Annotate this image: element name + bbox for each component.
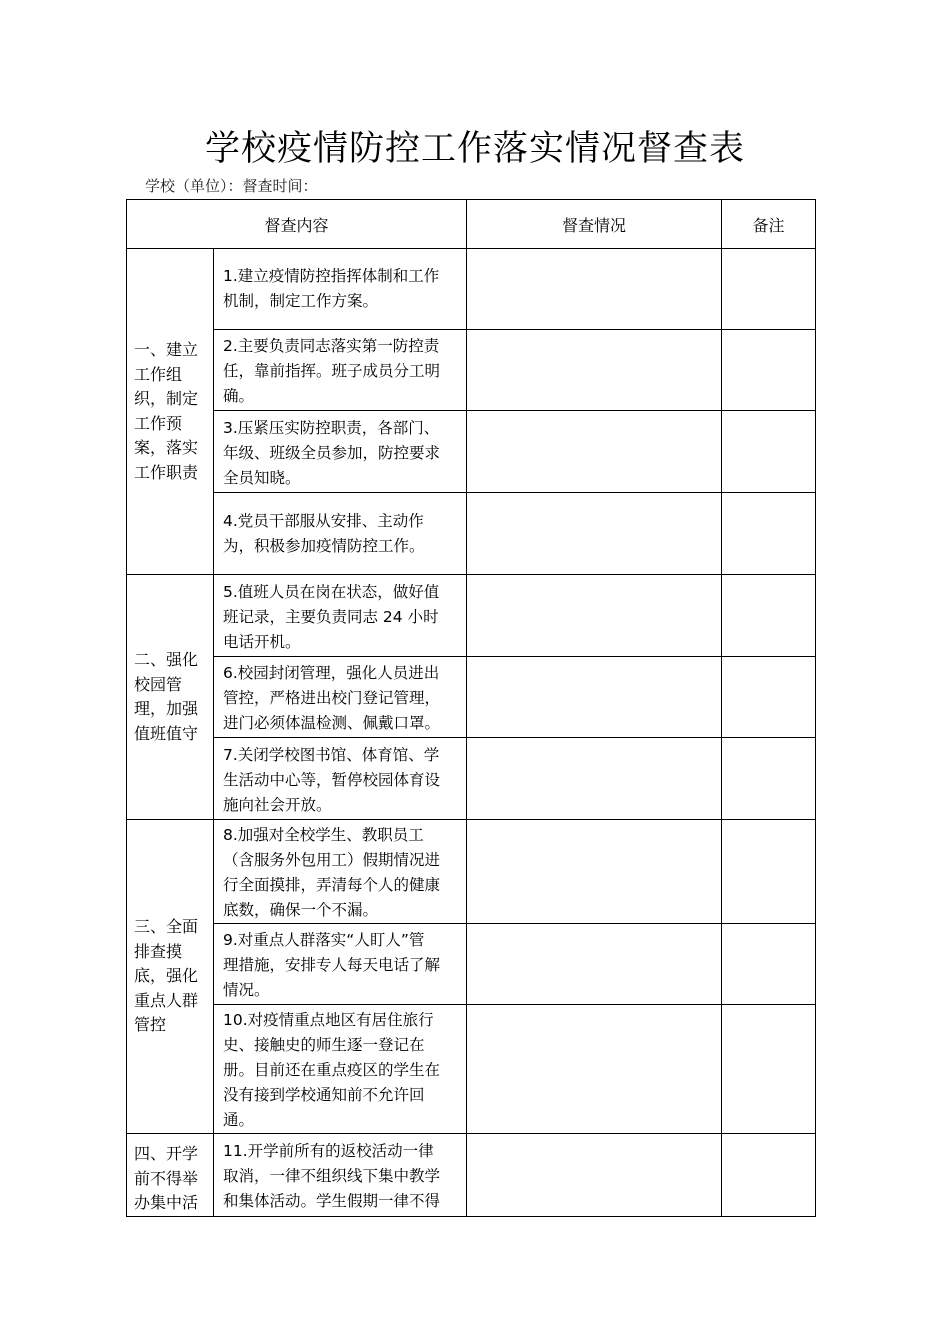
situation-cell[interactable] <box>467 924 722 1005</box>
remarks-cell[interactable] <box>722 738 816 820</box>
item-line: 和集体活动。学生假期一律不得 <box>223 1191 441 1210</box>
table-row <box>127 1134 816 1217</box>
situation-cell[interactable] <box>467 249 722 330</box>
item-line: 进门必须体温检测、佩戴口罩。 <box>223 714 441 732</box>
category-cell <box>127 575 214 820</box>
item-line: 为，积极参加疫情防控工作。 <box>223 536 425 555</box>
inspection-table <box>126 199 816 1217</box>
item-line: 电话开机。 <box>223 632 301 651</box>
category-line: 值班值守 <box>134 723 199 743</box>
item-line: 理措施，安排专人每天电话了解 <box>223 956 441 974</box>
item-line: 没有接到学校通知前不允许回 <box>223 1086 425 1104</box>
category-line: 办集中活 <box>134 1193 199 1212</box>
remarks-cell[interactable] <box>722 924 816 1005</box>
category-line: 重点人群 <box>134 990 199 1010</box>
item-line: 10.对疫情重点地区有居住旅行 <box>223 1011 434 1029</box>
category-cell <box>127 1134 214 1217</box>
remarks-cell[interactable] <box>722 493 816 575</box>
remarks-cell[interactable] <box>722 411 816 493</box>
remarks-cell[interactable] <box>722 575 816 657</box>
category-line: 底，强化 <box>134 966 199 986</box>
remarks-cell[interactable] <box>722 249 816 330</box>
category-line: 二、强化 <box>134 650 199 669</box>
item-line: 年级、班级全员参加，防控要求 <box>223 443 441 462</box>
table-row <box>127 924 816 1005</box>
category-line: 排查摸 <box>134 941 183 961</box>
item-line: 8.加强对全校学生、教职员工 <box>223 826 424 844</box>
remarks-cell[interactable] <box>722 1134 816 1217</box>
category-line: 织，制定 <box>134 389 199 408</box>
item-cell <box>214 1005 467 1134</box>
item-line: 9.对重点人群落实“人盯人”管 <box>223 931 425 949</box>
item-cell <box>214 411 467 493</box>
item-cell <box>214 249 467 330</box>
item-line: 管控，严格进出校门登记管理， <box>223 689 441 707</box>
item-line: 底数，确保一个不漏。 <box>223 901 379 919</box>
table-row <box>127 575 816 657</box>
table-row <box>127 738 816 820</box>
situation-cell[interactable] <box>467 330 722 411</box>
item-line: 11.开学前所有的返校活动一律 <box>223 1141 434 1160</box>
remarks-cell[interactable] <box>722 1005 816 1134</box>
situation-cell[interactable] <box>467 493 722 575</box>
category-line: 工作组 <box>134 364 183 384</box>
item-cell <box>214 493 467 575</box>
table-row <box>127 249 816 330</box>
category-line: 校园管 <box>134 674 183 694</box>
item-line: 行全面摸排，弄清每个人的健康 <box>223 876 441 894</box>
item-cell <box>214 657 467 738</box>
category-line: 四、开学 <box>134 1144 199 1163</box>
item-line: 册。目前还在重点疫区的学生在 <box>223 1061 441 1079</box>
table-row <box>127 1005 816 1134</box>
table-row <box>127 411 816 493</box>
category-line: 前不得举 <box>134 1168 199 1188</box>
item-line: 2.主要负责同志落实第一防控责 <box>223 337 440 355</box>
document-subtitle: 学校（单位）：督查时间： <box>145 177 318 195</box>
item-line: 4.党员干部服从安排、主动作 <box>223 511 424 530</box>
item-cell <box>214 330 467 411</box>
item-line: 确。 <box>223 387 255 405</box>
item-line: 1.建立疫情防控指挥体制和工作 <box>223 267 440 285</box>
header-remarks: 备注 <box>722 200 816 249</box>
situation-cell[interactable] <box>467 575 722 657</box>
situation-cell[interactable] <box>467 1134 722 1217</box>
header-situation: 督查情况 <box>467 200 722 249</box>
remarks-cell[interactable] <box>722 330 816 411</box>
item-line: 取消，一律不组织线下集中教学 <box>223 1166 441 1185</box>
item-line: 情况。 <box>223 981 270 999</box>
item-line: 全员知晓。 <box>223 468 301 487</box>
item-line: （含服务外包用工）假期情况进 <box>223 851 441 869</box>
category-cell <box>127 249 214 575</box>
situation-cell[interactable] <box>467 411 722 493</box>
category-line: 管控 <box>134 1015 167 1035</box>
situation-cell[interactable] <box>467 738 722 820</box>
category-line: 一、建立 <box>134 340 199 359</box>
item-cell <box>214 738 467 820</box>
item-cell <box>214 1134 467 1217</box>
item-line: 7.关闭学校图书馆、体育馆、学 <box>223 745 440 764</box>
remarks-cell[interactable] <box>722 820 816 924</box>
category-line: 理，加强 <box>134 699 199 718</box>
situation-cell[interactable] <box>467 820 722 924</box>
category-line: 案，落实 <box>134 438 199 457</box>
item-line: 施向社会开放。 <box>223 795 332 814</box>
item-line: 6.校园封闭管理，强化人员进出 <box>223 664 440 682</box>
header-content: 督查内容 <box>127 200 467 249</box>
item-line: 班记录，主要负责同志 24 小时 <box>223 607 439 626</box>
situation-cell[interactable] <box>467 657 722 738</box>
item-line: 3.压紧压实防控职责，各部门、 <box>223 418 440 437</box>
item-line: 通。 <box>223 1111 255 1129</box>
category-line: 工作预 <box>134 413 183 433</box>
table-row <box>127 493 816 575</box>
item-cell <box>214 820 467 924</box>
remarks-cell[interactable] <box>722 657 816 738</box>
table-row <box>127 330 816 411</box>
document-title: 学校疫情防控工作落实情况督查表 <box>204 129 745 169</box>
table-row <box>127 820 816 924</box>
item-cell <box>214 924 467 1005</box>
header-row <box>127 200 816 249</box>
item-line: 机制，制定工作方案。 <box>223 292 379 310</box>
category-line: 三、全面 <box>134 917 199 937</box>
item-line: 任，靠前指挥。班子成员分工明 <box>223 362 441 380</box>
situation-cell[interactable] <box>467 1005 722 1134</box>
item-line: 生活动中心等，暂停校园体育设 <box>223 770 441 789</box>
item-cell <box>214 575 467 657</box>
item-line: 史、接触史的师生逐一登记在 <box>223 1036 425 1054</box>
category-line: 工作职责 <box>134 462 199 482</box>
item-line: 5.值班人员在岗在状态，做好值 <box>223 582 440 601</box>
category-cell <box>127 820 214 1134</box>
table-row <box>127 657 816 738</box>
